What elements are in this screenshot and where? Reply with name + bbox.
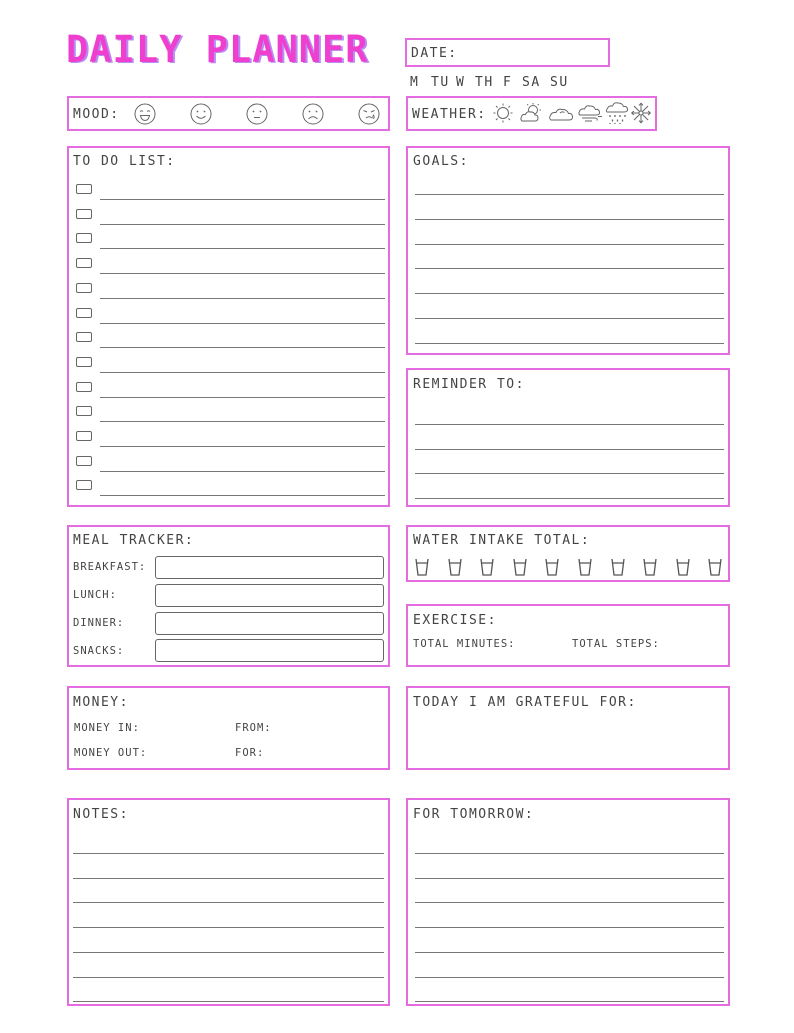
neutral-face-icon[interactable] (245, 102, 269, 126)
day-friday[interactable]: F (503, 75, 513, 90)
todo-checkbox[interactable] (76, 332, 92, 342)
for-tomorrow-line[interactable] (415, 902, 724, 903)
money-out-label: MONEY OUT: (74, 747, 148, 759)
notes-label: NOTES: (73, 807, 129, 822)
todo-line[interactable] (100, 224, 385, 225)
water-glass-icon[interactable] (643, 558, 657, 576)
notes-line[interactable] (73, 1001, 384, 1002)
todo-line[interactable] (100, 347, 385, 348)
snacks-label: SNACKS: (73, 645, 125, 657)
day-tuesday[interactable]: TU (431, 75, 450, 90)
goal-line[interactable] (415, 343, 724, 344)
water-glass-icon[interactable] (513, 558, 527, 576)
weather-label: WEATHER: (412, 107, 487, 122)
todo-checkbox[interactable] (76, 258, 92, 268)
reminder-line[interactable] (415, 424, 724, 425)
snowflake-icon[interactable] (630, 102, 652, 124)
water-intake-label: WATER INTAKE TOTAL: (413, 533, 591, 548)
for-tomorrow-line[interactable] (415, 952, 724, 953)
reminder-line[interactable] (415, 473, 724, 474)
reminder-label: REMINDER TO: (413, 377, 525, 392)
goal-line[interactable] (415, 318, 724, 319)
todo-line[interactable] (100, 323, 385, 324)
upset-face-icon[interactable] (357, 102, 381, 126)
for-tomorrow-section (406, 798, 730, 1006)
snow-rain-icon[interactable] (604, 101, 630, 125)
dinner-field[interactable] (155, 612, 384, 635)
water-glass-icon[interactable] (676, 558, 690, 576)
todo-line[interactable] (100, 495, 385, 496)
money-label: MONEY: (73, 695, 129, 710)
notes-section (67, 798, 390, 1006)
page-title: DAILY PLANNER (66, 28, 369, 71)
mood-label: MOOD: (73, 107, 120, 122)
notes-line[interactable] (73, 853, 384, 854)
water-glass-icon[interactable] (708, 558, 722, 576)
day-saturday[interactable]: SA (522, 75, 541, 90)
mood-section (67, 96, 390, 131)
total-minutes-label: TOTAL MINUTES: (413, 638, 516, 650)
notes-line[interactable] (73, 902, 384, 903)
water-glass-icon[interactable] (578, 558, 592, 576)
reminder-section (406, 368, 730, 507)
money-section (67, 686, 390, 770)
goal-line[interactable] (415, 268, 724, 269)
day-thursday[interactable]: TH (475, 75, 494, 90)
todo-checkbox[interactable] (76, 209, 92, 219)
todo-checkbox[interactable] (76, 184, 92, 194)
todo-checkbox[interactable] (76, 283, 92, 293)
goal-line[interactable] (415, 219, 724, 220)
todo-checkbox[interactable] (76, 357, 92, 367)
for-tomorrow-label: FOR TOMORROW: (413, 807, 535, 822)
todo-line[interactable] (100, 273, 385, 274)
grateful-label: TODAY I AM GRATEFUL FOR: (413, 695, 637, 710)
goals-section (406, 146, 730, 355)
for-tomorrow-line[interactable] (415, 853, 724, 854)
day-monday[interactable]: M (410, 75, 420, 90)
date-field[interactable] (405, 38, 610, 67)
water-glass-icon[interactable] (480, 558, 494, 576)
partly-sunny-icon[interactable] (518, 102, 544, 124)
for-tomorrow-line[interactable] (415, 878, 724, 879)
goal-line[interactable] (415, 194, 724, 195)
todo-list-label: TO DO LIST: (73, 154, 176, 169)
meal-tracker-section (67, 525, 390, 667)
notes-line[interactable] (73, 927, 384, 928)
grateful-section[interactable] (406, 686, 730, 770)
date-label: DATE: (411, 46, 458, 61)
todo-line[interactable] (100, 372, 385, 373)
for-tomorrow-line[interactable] (415, 927, 724, 928)
for-tomorrow-line[interactable] (415, 1001, 724, 1002)
todo-line[interactable] (100, 199, 385, 200)
reminder-line[interactable] (415, 449, 724, 450)
laughing-face-icon[interactable] (133, 102, 157, 126)
day-sunday[interactable]: SU (550, 75, 569, 90)
todo-list-section (67, 146, 390, 507)
cloudy-icon[interactable] (547, 102, 575, 124)
for-tomorrow-line[interactable] (415, 977, 724, 978)
exercise-label: EXERCISE: (413, 613, 497, 628)
todo-checkbox[interactable] (76, 456, 92, 466)
todo-checkbox[interactable] (76, 308, 92, 318)
water-glass-icon[interactable] (545, 558, 559, 576)
todo-line[interactable] (100, 471, 385, 472)
goal-line[interactable] (415, 244, 724, 245)
total-steps-label: TOTAL STEPS: (572, 638, 660, 650)
smiling-face-icon[interactable] (189, 102, 213, 126)
lunch-field[interactable] (155, 584, 384, 607)
money-for-label: FOR: (235, 747, 265, 759)
todo-checkbox[interactable] (76, 406, 92, 416)
todo-checkbox[interactable] (76, 480, 92, 490)
todo-line[interactable] (100, 248, 385, 249)
water-intake-section (406, 525, 730, 582)
todo-checkbox[interactable] (76, 233, 92, 243)
sun-icon[interactable] (491, 102, 515, 124)
notes-line[interactable] (73, 952, 384, 953)
sad-face-icon[interactable] (301, 102, 325, 126)
exercise-section (406, 604, 730, 667)
breakfast-field[interactable] (155, 556, 384, 579)
water-glass-icon[interactable] (415, 558, 429, 576)
water-glass-icon[interactable] (611, 558, 625, 576)
windy-icon[interactable] (576, 102, 604, 124)
money-in-label: MONEY IN: (74, 722, 140, 734)
todo-line[interactable] (100, 446, 385, 447)
notes-line[interactable] (73, 878, 384, 879)
day-wednesday[interactable]: W (456, 75, 466, 90)
water-glass-icon[interactable] (448, 558, 462, 576)
breakfast-label: BREAKFAST: (73, 561, 147, 573)
snacks-field[interactable] (155, 639, 384, 662)
todo-checkbox[interactable] (76, 382, 92, 392)
todo-line[interactable] (100, 421, 385, 422)
dinner-label: DINNER: (73, 617, 125, 629)
goal-line[interactable] (415, 293, 724, 294)
notes-line[interactable] (73, 977, 384, 978)
lunch-label: LUNCH: (73, 589, 117, 601)
meal-tracker-label: MEAL TRACKER: (73, 533, 195, 548)
todo-line[interactable] (100, 298, 385, 299)
goals-label: GOALS: (413, 154, 469, 169)
todo-checkbox[interactable] (76, 431, 92, 441)
reminder-line[interactable] (415, 498, 724, 499)
todo-line[interactable] (100, 397, 385, 398)
money-from-label: FROM: (235, 722, 272, 734)
